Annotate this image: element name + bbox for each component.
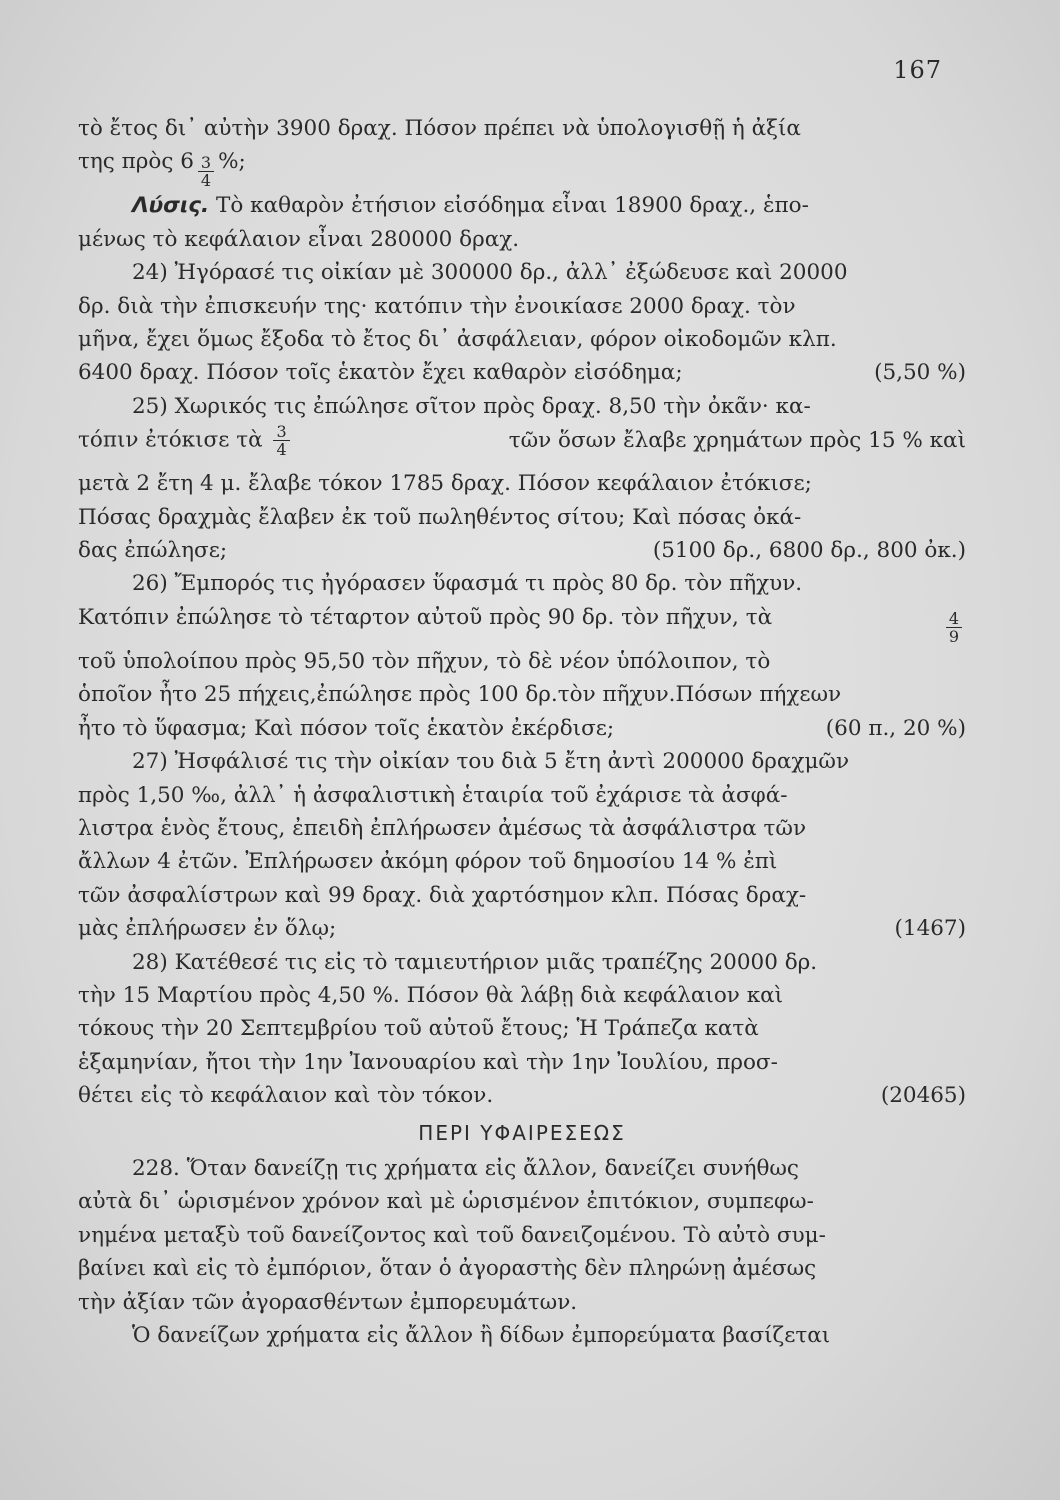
text-line: [78, 423, 966, 467]
line-text: θέτει εἰς τὸ κεφάλαιον καὶ τὸν τόκον.: [78, 1083, 494, 1109]
text-line: [78, 845, 966, 878]
fraction-denominator: 4: [276, 440, 287, 460]
line-text: ὁποῖον ἦτο 25 πήχεις,ἐπώλησε πρὸς 100 δρ.τὸν πῆχυν.Πόσων πήχεων: [78, 682, 842, 708]
text-line: [78, 1046, 966, 1079]
text-line: [78, 223, 966, 256]
line-text: βαίνει καὶ εἰς τὸ ἐμπόριον, ὅταν ὁ ἀγοραστὴς δὲν πληρώνῃ ἀμέσως: [78, 1256, 817, 1282]
text-line: [78, 1286, 966, 1319]
line-text-part: τόπιν ἐτόκισε τὰ: [78, 427, 263, 453]
text-line: [78, 534, 966, 567]
text-line: [78, 645, 966, 678]
line-text: ἄλλων 4 ἐτῶν. Ἐπλήρωσεν ἀκόμη φόρον τοῦ δημοσίου 14 % ἐπὶ: [78, 849, 778, 875]
text-line: [78, 812, 966, 845]
line-text: [78, 423, 294, 458]
solution-label: Λύσις.: [132, 193, 210, 219]
text-line: [78, 601, 966, 645]
text-line: [78, 745, 966, 778]
text-line: [78, 779, 966, 812]
text-line: [78, 1252, 966, 1285]
fraction-numerator: 3: [198, 154, 214, 172]
page-body: [78, 112, 966, 1352]
text-line: [78, 323, 966, 356]
fraction: [946, 610, 962, 645]
text-line: [78, 1319, 966, 1352]
line-text: της πρὸς 6: [78, 149, 194, 175]
text-line: [78, 290, 966, 323]
line-text: 28) Κατέθεσέ τις εἰς τὸ ταμιευτήριον μιᾶς τραπέζης 20000 δρ.: [132, 949, 818, 975]
line-text: δας ἐπώλησε;: [78, 538, 228, 564]
text-line: [78, 189, 966, 222]
fraction-numerator: 4: [946, 610, 962, 628]
line-text: τῶν ὅσων ἔλαβε χρημάτων πρὸς 15 % καὶ: [508, 427, 966, 453]
answer: (1467): [894, 916, 966, 942]
text-line: [78, 112, 966, 145]
text-line: [78, 567, 966, 600]
text-line: [78, 912, 966, 945]
text-line: [78, 1079, 966, 1112]
answer: (5100 δρ., 6800 δρ., 800 ὀκ.): [652, 538, 966, 564]
line-text: ἑξαμηνίαν, ἤτοι τὴν 1ην Ἰανουαρίου καὶ τὴν 1ην Ἰουλίου, προσ-: [78, 1049, 778, 1075]
line-text: τόκους τὴν 20 Σεπτεμβρίου τοῦ αὐτοῦ ἔτους; Ἡ Τράπεζα κατὰ: [78, 1016, 759, 1042]
text-line: [78, 879, 966, 912]
line-text: τὸ ἔτος δι᾽ αὐτὴν 3900 δραχ. Πόσον πρέπει νὰ ὑπολογισθῇ ἡ ἀξία: [78, 116, 801, 141]
line-text: πρὸς 1,50 ‰, ἀλλ᾽ ἡ ἀσφαλιστικὴ ἑταιρία τοῦ ἐχάρισε τὰ ἀσφά-: [78, 782, 788, 808]
text-line: [78, 390, 966, 423]
line-text: τοῦ ὑπολοίπου πρὸς 95,50 τὸν πῆχυν, τὸ δὲ νέον ὑπόλοιπον, τὸ: [78, 648, 771, 674]
line-text: 26) Ἔμπορός τις ἠγόρασεν ὕφασμά τι πρὸς 80 δρ. τὸν πῆχυν.: [132, 571, 803, 597]
text-line: [78, 1185, 966, 1218]
line-text: τὴν 15 Μαρτίου πρὸς 4,50 %. Πόσον θὰ λάβῃ διὰ κεφάλαιον καὶ: [78, 982, 784, 1008]
answer: (20465): [880, 1083, 966, 1109]
line-text: 27) Ἠσφάλισέ τις τὴν οἰκίαν του διὰ 5 ἔτη ἀντὶ 200000 δραχμῶν: [132, 749, 850, 775]
line-text: νημένα μεταξὺ τοῦ δανείζοντος καὶ τοῦ δανειζομένου. Τὸ αὐτὸ συμ-: [78, 1222, 826, 1248]
line-text: τὴν ἀξίαν τῶν ἀγορασθέντων ἐμπορευμάτων.: [78, 1289, 578, 1315]
line-text: μῆνα, ἔχει ὅμως ἔξοδα τὸ ἔτος δι᾽ ἀσφάλειαν, φόρον οἰκοδομῶν κλπ.: [78, 327, 837, 353]
line-text: Ὁ δανείζων χρήματα εἰς ἄλλον ἢ δίδων ἐμπορεύματα βασίζεται: [132, 1323, 831, 1348]
line-text: μετὰ 2 ἔτη 4 μ. ἔλαβε τόκον 1785 δραχ. Πόσον κεφάλαιον ἐτόκισε;: [78, 471, 812, 497]
line-text: Κατόπιν ἐπώλησε τὸ τέταρτον αὐτοῦ πρὸς 90 δρ. τὸν πῆχυν, τὰ: [78, 604, 773, 630]
line-text: μένως τὸ κεφάλαιον εἶναι 280000 δραχ.: [78, 226, 520, 252]
fraction: [273, 423, 289, 458]
line-text: 228. Ὅταν δανείζῃ τις χρήματα εἰς ἄλλον, δανείζει συνήθως: [132, 1155, 799, 1181]
fraction-numerator: 3: [273, 423, 289, 441]
text-line: [78, 678, 966, 711]
text-line: [78, 946, 966, 979]
line-text: 24) Ἠγόρασέ τις οἰκίαν μὲ 300000 δρ., ἀλλ᾽ ἐξώδευσε καὶ 20000: [132, 260, 848, 286]
line-text: 6400 δραχ. Πόσον τοῖς ἑκατὸν ἔχει καθαρὸν εἰσόδημα;: [78, 360, 683, 386]
line-text: %;: [218, 149, 246, 175]
line-text: τῶν ἀσφαλίστρων καὶ 99 δραχ. διὰ χαρτόσημον κλπ. Πόσας δραχ-: [78, 882, 807, 908]
text-line: [78, 356, 966, 389]
section-heading: ΠΕΡΙ ΥΦΑΙΡΕΣΕΩΣ: [418, 1120, 626, 1145]
text-line: [78, 1152, 966, 1185]
text-line: [78, 467, 966, 500]
fraction-denominator: 4: [200, 171, 212, 191]
text-line: [78, 256, 966, 289]
solution-paragraph: [132, 189, 809, 222]
line-text: δρ. διὰ τὴν ἐπισκευήν της· κατόπιν τὴν ἐνοικίασε 2000 δραχ. τὸν: [78, 293, 796, 319]
text-line: [78, 712, 966, 745]
fraction: [198, 154, 214, 189]
text-line: [78, 145, 966, 189]
fraction-denominator: 9: [948, 626, 959, 646]
line-text: Τὸ καθαρὸν ἐτήσιον εἰσόδημα εἶναι 18900 δραχ., ἑπο-: [216, 193, 809, 219]
answer: (5,50 %): [874, 360, 966, 386]
page-number: 167: [893, 56, 942, 84]
text-line: [78, 501, 966, 534]
text-line: [78, 979, 966, 1012]
line-text: αὐτὰ δι᾽ ὡρισμένον χρόνον καὶ μὲ ὡρισμένον ἐπιτόκιον, συμπεφω-: [78, 1189, 814, 1215]
text-line: [78, 1012, 966, 1045]
line-text: λιστρα ἑνὸς ἔτους, ἐπειδὴ ἐπλήρωσεν ἀμέσως τὰ ἀσφάλιστρα τῶν: [78, 815, 807, 841]
line-text: μὰς ἐπλήρωσεν ἐν ὅλῳ;: [78, 916, 337, 942]
line-text: 25) Χωρικός τις ἐπώλησε σῖτον πρὸς δραχ. 8,50 τὴν ὀκᾶν· κα-: [132, 393, 811, 419]
text-line: [78, 1219, 966, 1252]
line-text: Πόσας δραχμὰς ἔλαβεν ἐκ τοῦ πωληθέντος σίτου; Καὶ πόσας ὀκά-: [78, 504, 802, 530]
answer: (60 π., 20 %): [825, 715, 966, 741]
line-text: ἦτο τὸ ὕφασμα; Καὶ πόσον τοῖς ἑκατὸν ἐκέρδισε;: [78, 715, 615, 741]
